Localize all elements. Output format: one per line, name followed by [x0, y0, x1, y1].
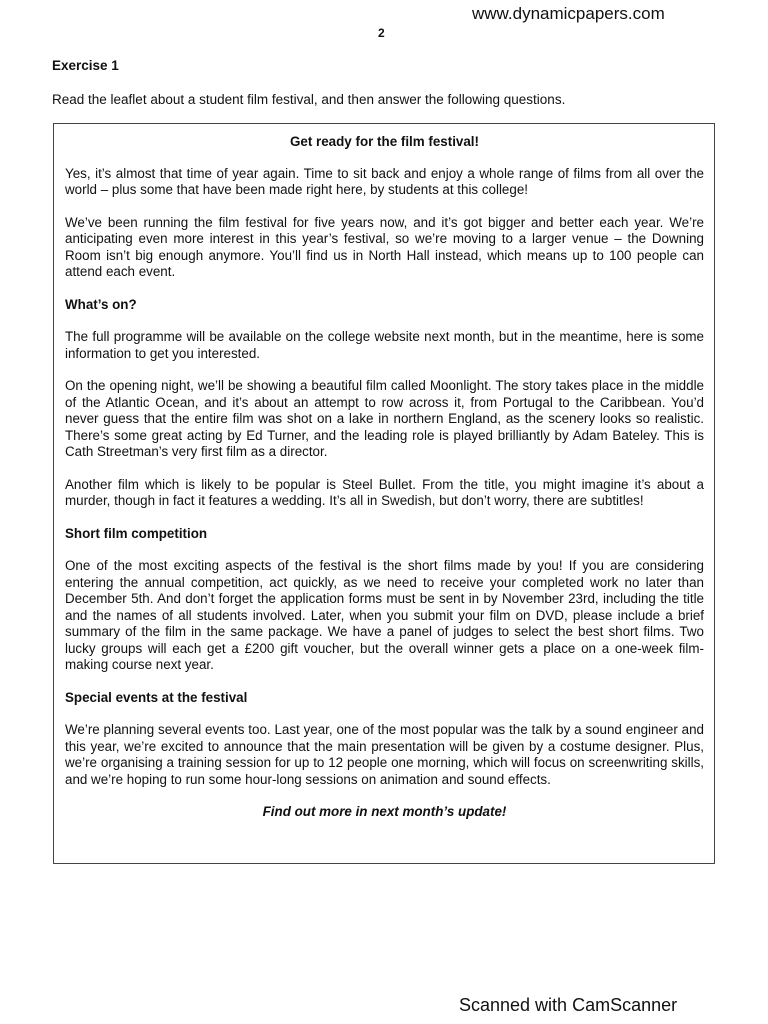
special-events-heading: Special events at the festival — [65, 689, 248, 705]
scanner-watermark: Scanned with CamScanner — [459, 995, 678, 1015]
intro-paragraph-1: Yes, it’s almost that time of year again. Time to sit back and enjoy a whole range of films from all over the world – plus some that have been made right here, by students at this college! — [65, 165, 704, 197]
whats-on-heading: What’s on? — [65, 296, 137, 312]
leaflet-title: Get ready for the film festival! — [289, 134, 479, 149]
short-film-paragraph: One of the most exciting aspects of the festival is the short films made by you! If you are considering entering the annual competition, act quickly, as we need to receive your completed work no later than December 5th. And don’t forget the application forms must be sent in by November 23rd, including the title and the names of all students involved. Later, when you submit your film on DVD, please include a brief summary of the film in the same package. We have a panel of judges to select the best short films. Two lucky groups will each get a £200 gift voucher, but the overall winner gets a place on a one-week film-making course next year. — [65, 558, 704, 672]
website-url: www.dynamicpapers.com — [472, 4, 665, 23]
page-number: 2 — [378, 26, 385, 40]
leaflet-closing: Find out more in next month’s update! — [262, 804, 507, 819]
whats-on-paragraph-1: The full programme will be available on the college website next month, but in the meantime, here is some information to get you interested. — [65, 329, 704, 361]
leaflet-box — [53, 123, 715, 864]
short-film-heading: Short film competition — [65, 525, 208, 541]
whats-on-paragraph-3: Another film which is likely to be popular is Steel Bullet. From the title, you might imagine it’s about a murder, though in fact it features a wedding. It’s all in Swedish, but don’t worry, there are subtitles! — [65, 476, 704, 508]
special-events-paragraph: We’re planning several events too. Last year, one of the most popular was the talk by a sound engineer and this year, we’re excited to announce that the main presentation will be given by a costume designer. Plus, we’re organising a training session for up to 12 people one morning, which will focus on screenwriting skills, and we’re hoping to run some hour-long sessions on animation and sound effects. — [65, 722, 704, 787]
exercise-title: Exercise 1 — [52, 58, 119, 73]
intro-paragraph-2: We’ve been running the film festival for five years now, and it’s got bigger and better each year. We’re anticipating even more interest in this year’s festival, so we’re moving to a larger venue – the Downing Room isn’t big enough anymore. You’ll find us in North Hall instead, which means up to 100 people can attend each event. — [65, 214, 704, 279]
whats-on-paragraph-2: On the opening night, we’ll be showing a beautiful film called Moonlight. The story takes place in the middle of the Atlantic Ocean, and it’s about an attempt to row across it, from Portugal to the Caribbean. You’d never guess that the entire film was shot on a lake in northern England, as the scenery looks so realistic. There’s some great acting by Ed Turner, and the leading role is played brilliantly by Adam Bateley. This is Cath Streetman’s very first film as a director. — [65, 378, 704, 459]
exercise-instruction: Read the leaflet about a student film festival, and then answer the following questions. — [52, 92, 566, 107]
